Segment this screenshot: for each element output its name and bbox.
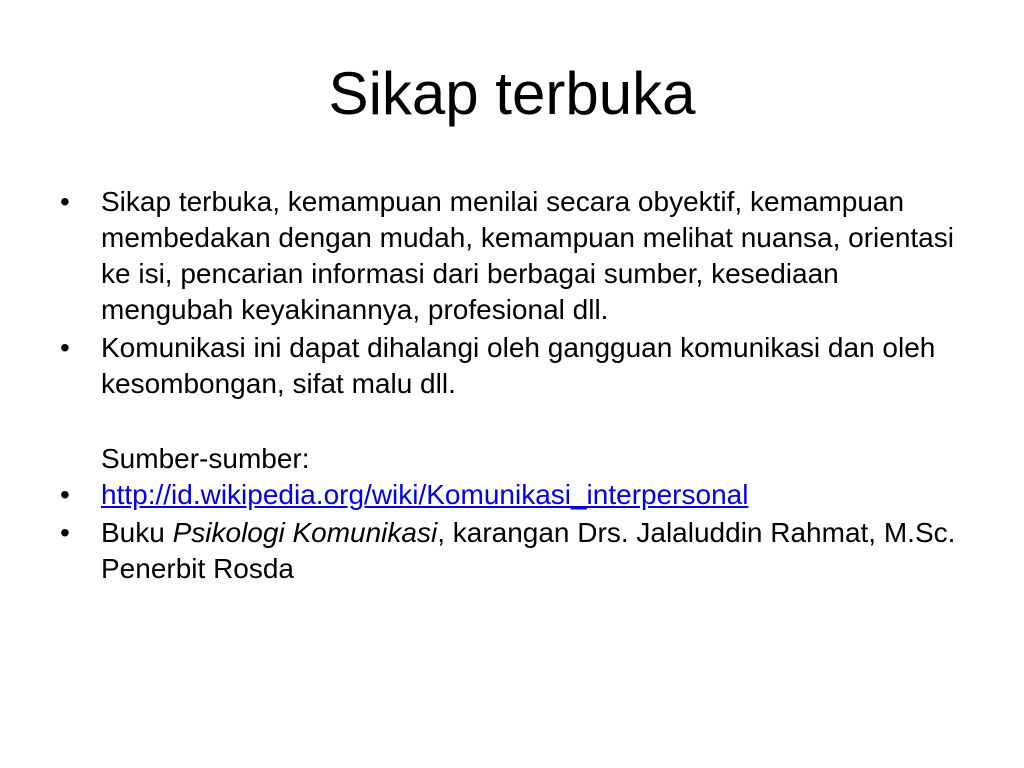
bullet-icon: • (60, 186, 70, 217)
book-suffix: , karangan Drs. Jalaluddin Rahmat, M.Sc. Penerbit Rosda (101, 517, 956, 584)
slide-body (58, 184, 968, 589)
bullet-item (58, 330, 968, 402)
bullet-text: Sikap terbuka, kemampuan menilai secara obyektif, kemampuan membedakan dengan mudah, kemampuan melihat nuansa, orientasi ke isi, pencarian informasi dari berbagai sumber, kesediaan mengubah keyakinannya, profesional dll. (101, 186, 954, 325)
bullet-item (58, 184, 968, 328)
bullet-icon: • (60, 332, 70, 363)
slide-title: Sikap terbuka (328, 60, 696, 127)
bullet-text: Komunikasi ini dapat dihalangi oleh gangguan komunikasi dan oleh kesombongan, sifat malu dll. (101, 332, 936, 399)
book-reference (101, 515, 968, 587)
book-title: Psikologi Komunikasi (172, 517, 438, 548)
blank-line (58, 404, 968, 441)
bullet-icon: • (60, 517, 70, 548)
bullet-icon: • (60, 479, 70, 510)
book-prefix: Buku (101, 517, 173, 548)
bullet-item-link (58, 477, 968, 513)
wikipedia-link[interactable]: http://id.wikipedia.org/wiki/Komunikasi_interpersonal (101, 479, 749, 510)
sources-label: Sumber-sumber: (101, 443, 310, 474)
bullet-item-book (58, 515, 968, 587)
